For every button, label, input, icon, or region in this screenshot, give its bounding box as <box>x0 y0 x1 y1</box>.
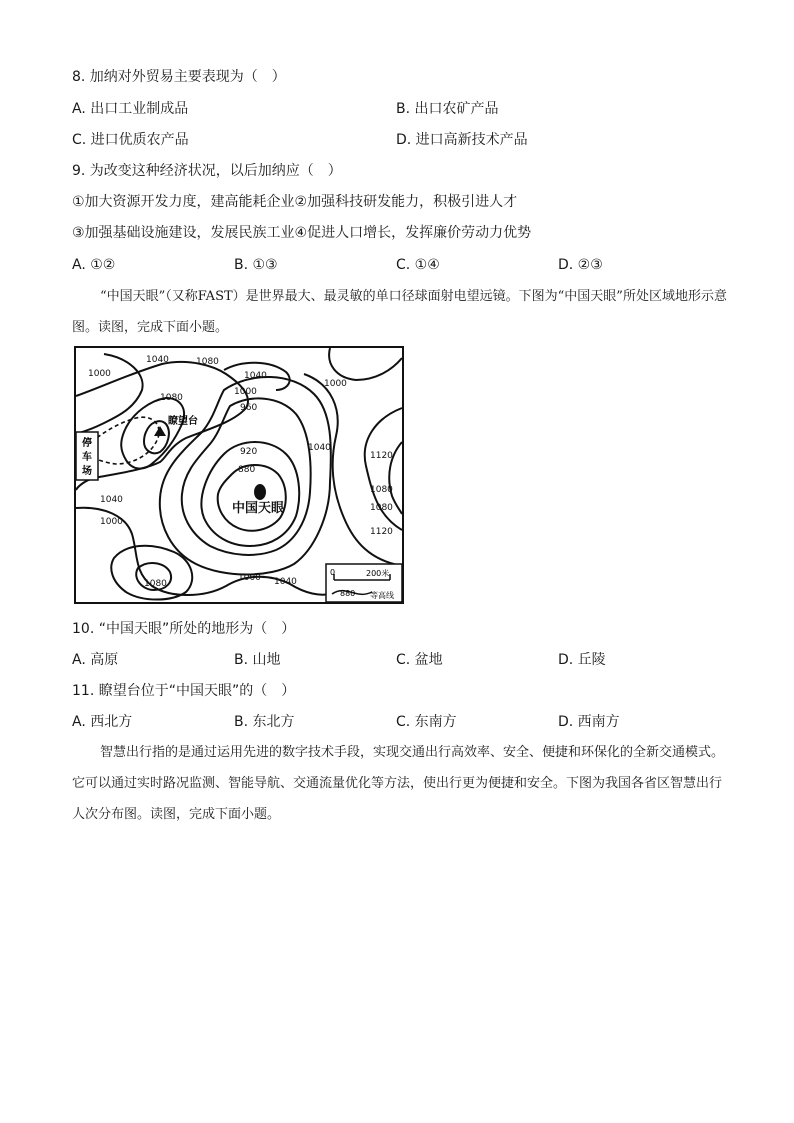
q9-option-c: C. ①④ <box>396 257 440 273</box>
q10-stem: 10. “中国天眼”所处的地形为（ ） <box>72 621 296 637</box>
q10-option-d: D. 丘陵 <box>558 652 606 668</box>
q9-option-a: A. ①② <box>72 257 116 273</box>
q9-option-b: B. ①③ <box>234 257 278 273</box>
contour-label: 1080 <box>370 485 393 495</box>
q11-option-b: B. 东北方 <box>234 714 295 730</box>
q8-option-d: D. 进口高新技术产品 <box>396 132 528 148</box>
contour-label: 1080 <box>160 393 183 403</box>
fast-intro-paragraph: “中国天眼”（又称FAST）是世界最大、最灵敏的单口径球面射电望远镜。下图为“中国天眼”所处区域地形示意图。读图，完成下面小题。 <box>72 289 727 335</box>
contour-label: 1000 <box>238 573 261 583</box>
q9-statement-1: ①加大资源开发力度，建高能耗企业②加强科技研发能力，积极引进人才 <box>72 194 518 210</box>
fast-dish-icon <box>254 484 266 500</box>
parking-char-2: 车 <box>82 452 92 463</box>
contour-label: 1000 <box>88 369 111 379</box>
q10-option-a: A. 高原 <box>72 652 119 668</box>
q11-option-a: A. 西北方 <box>72 714 133 730</box>
q9-statement-2: ③加强基础设施建设，发展民族工业④促进人口增长，发挥廉价劳动力优势 <box>72 225 532 241</box>
contour-label: 1000 <box>234 387 257 397</box>
parking-char-3: 场 <box>82 466 92 477</box>
contour-label: 1120 <box>370 527 393 537</box>
q11-option-c: C. 东南方 <box>396 714 457 730</box>
legend-text: 等高线 <box>370 591 394 600</box>
scale-zero: 0 <box>330 568 336 577</box>
legend-value: 880 <box>340 589 356 598</box>
q8-option-c: C. 进口优质农产品 <box>72 132 189 148</box>
fast-label: 中国天眼 <box>231 501 285 516</box>
q8-stem: 8. 加纳对外贸易主要表现为（ ） <box>72 69 286 85</box>
contour-label: 1040 <box>274 577 297 587</box>
contour-label: 1040 <box>146 355 169 365</box>
q9-stem: 9. 为改变这种经济状况，以后加纳应（ ） <box>72 163 342 179</box>
watchtower-label: 瞭望台 <box>168 416 198 427</box>
contour-label: 1040 <box>244 371 267 381</box>
contour-label: 920 <box>240 447 258 457</box>
q11-option-d: D. 西南方 <box>558 714 620 730</box>
contour-label: 960 <box>240 403 258 413</box>
contour-label: 880 <box>238 465 256 475</box>
contour-label: 1120 <box>370 451 393 461</box>
q10-option-c: C. 盆地 <box>396 652 443 668</box>
contour-label: 1080 <box>370 503 393 513</box>
contour-label: 1040 <box>100 495 123 505</box>
scale-length: 200米 <box>366 569 390 578</box>
parking-char-1: 停 <box>82 438 92 449</box>
q8-option-b: B. 出口农矿产品 <box>396 101 499 117</box>
fast-contour-map <box>74 346 404 604</box>
contour-label: 1000 <box>324 379 347 389</box>
contour-label: 1040 <box>308 443 331 453</box>
contour-label: 1080 <box>196 357 219 367</box>
contour-label: 1000 <box>100 517 123 527</box>
q11-stem: 11. 瞭望台位于“中国天眼”的（ ） <box>72 683 296 699</box>
contour-label: 1080 <box>144 579 167 589</box>
q10-option-b: B. 山地 <box>234 652 281 668</box>
q8-option-a: A. 出口工业制成品 <box>72 101 189 117</box>
smart-travel-intro-paragraph: 智慧出行指的是通过运用先进的数字技术手段，实现交通出行高效率、安全、便捷和环保化的全新交通模式。它可以通过实时路况监测、智能导航、交通流量优化等方法，使出行更为便捷和安全。下图为我国各省区智慧出行人次分布图。读图，完成下面小题。 <box>72 745 725 822</box>
q9-option-d: D. ②③ <box>558 257 603 273</box>
